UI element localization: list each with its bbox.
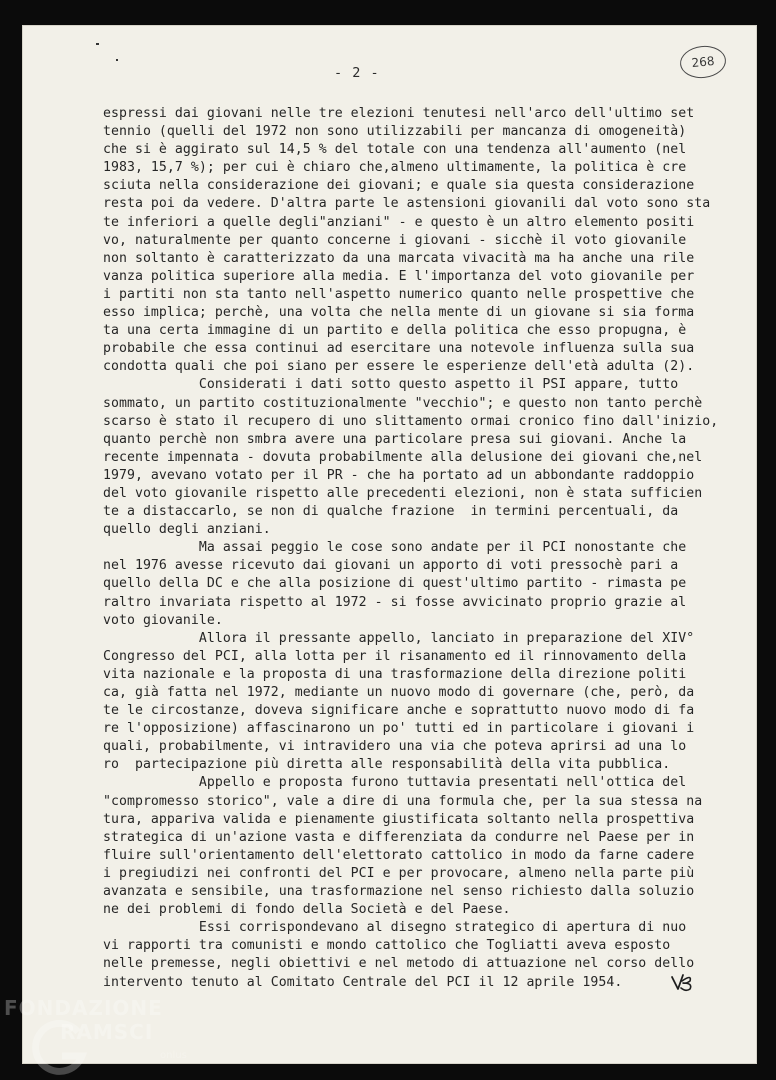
text-line: espressi dai giovani nelle tre elezioni tenutesi nell'arco dell'ultimo set	[103, 106, 695, 121]
text-line: Congresso del PCI, alla lotta per il risanamento ed il rinnovamento della	[103, 648, 687, 664]
fondazione-gramsci-watermark	[4, 996, 204, 1080]
paper-speck	[116, 59, 118, 61]
text-line: scarso è stato il recupero di uno slittamento ormai cronico fino dall'inizio,	[103, 413, 719, 429]
watermark-onlus: onlus	[160, 1050, 187, 1061]
paper-speck	[96, 43, 99, 45]
text-line: sciuta nella considerazione dei giovani; e quale sia questa considerazione	[103, 178, 695, 194]
text-line: esso implica; perchè, una volta che nella mente di un giovane si sia forma	[103, 305, 695, 321]
text-line: Ma assai peggio le cose sono andate per il PCI nonostante che	[103, 540, 687, 556]
text-line: ro partecipazione più diretta alle responsabilità della vita pubblica.	[103, 757, 671, 773]
text-line: ne dei problemi di fondo della Società e del Paese.	[103, 902, 511, 918]
text-line: non soltanto è caratterizzato da una marcata vivacità ma ha anche una rile	[103, 250, 695, 266]
text-line: condotta quali che poi siano per essere le esperienze dell'età adulta (2).	[103, 359, 695, 375]
text-line: del voto giovanile rispetto alle precedenti elezioni, non è stata sufficien	[103, 485, 703, 501]
text-line: te le circostanze, doveva significare anche e soprattutto nuovo modo di fa	[103, 703, 695, 719]
watermark-line1: FONDAZIONE	[4, 996, 163, 1020]
typewritten-text	[103, 105, 719, 992]
text-line: te a distaccarlo, se non di qualche frazione in termini percentuali, da	[103, 504, 679, 520]
text-line: quali, probabilmente, vi intravidero una via che poteva aprirsi ad una lo	[103, 739, 687, 755]
text-line: te inferiori a quelle degli"anziani" - e questo è un altro elemento positi	[103, 214, 695, 230]
text-line: vi rapporti tra comunisti e mondo cattolico che Togliatti aveva esposto	[103, 938, 671, 954]
text-line: recente impennata - dovuta probabilmente alla delusione dei giovani che,nel	[103, 449, 703, 465]
archive-stamp: 268	[678, 44, 727, 81]
text-line: vita nazionale e la proposta di una trasformazione della direzione politi	[103, 666, 687, 682]
text-line: raltro invariata rispetto al 1972 - si fosse avvicinato proprio grazie al	[103, 594, 687, 610]
text-line: resta poi da vedere. D'altra parte le astensioni giovanili dal voto sono sta	[103, 196, 711, 212]
text-line: ca, già fatta nel 1972, mediante un nuovo modo di governare (che, però, da	[103, 685, 695, 700]
text-line: i partiti non sta tanto nell'aspetto numerico quanto nelle prospettive che	[103, 286, 695, 302]
text-line: sommato, un partito costituzionalmente "vecchio"; e questo non tanto perchè	[103, 395, 703, 411]
text-line: vanza politica superiore alla media. E l'importanza del voto giovanile per	[103, 268, 695, 284]
text-line: Considerati i dati sotto questo aspetto il PSI appare, tutto	[103, 377, 679, 393]
text-line: probabile che essa continui ad esercitare una notevole influenza sulla sua	[103, 341, 695, 357]
text-line: i pregiudizi nei confronti del PCI e per provocare, almeno nella parte più	[103, 865, 695, 881]
document-page	[22, 25, 757, 1064]
text-line: nel 1976 avesse ricevuto dai giovani un apporto di voti pressochè pari a	[103, 558, 679, 574]
text-line: quanto perchè non smbra avere una particolare presa sui giovani. Anche la	[103, 431, 687, 447]
text-line: ta una certa immagine di un partito e della politica che esso propugna, è	[103, 323, 687, 339]
text-line: Allora il pressante appello, lanciato in preparazione del XIV°	[103, 630, 695, 646]
text-line: quello degli anziani.	[103, 522, 271, 538]
watermark-line2: RAMSCI	[60, 1020, 154, 1044]
text-line: 1979, avevano votato per il PR - che ha portato ad un abbondante raddoppio	[103, 467, 695, 483]
handwritten-initials	[670, 971, 696, 993]
text-line: voto giovanile.	[103, 612, 223, 628]
text-line: Essi corrispondevano al disegno strategico di apertura di nuo	[103, 920, 687, 936]
text-line: fluire sull'orientamento dell'elettorato cattolico in modo da farne cadere	[103, 847, 695, 863]
text-line: 1983, 15,7 %); per cui è chiaro che,almeno ultimamente, la politica è cre	[103, 160, 687, 176]
text-line: re l'opposizione) affascinarono un po' tutti ed in particolare i giovani i	[103, 721, 695, 737]
page-number: - 2 -	[334, 65, 380, 81]
text-line: nelle premesse, negli obiettivi e nel metodo di attuazione nel corso dello	[103, 956, 695, 972]
text-line: quello della DC e che alla posizione di quest'ultimo partito - rimasta pe	[103, 576, 687, 592]
text-line: che si è aggirato sul 14,5 % del totale con una tendenza all'aumento (nel	[103, 142, 687, 158]
text-line: avanzata e sensibile, una trasformazione nel senso richiesto dalla soluzio	[103, 884, 695, 900]
text-line: vo, naturalmente per quanto concerne i giovani - sicchè il voto giovanile	[103, 232, 687, 248]
text-line: strategica di un'azione vasta e differenziata da condurre nel Paese per in	[103, 829, 695, 845]
text-line: tennio (quelli del 1972 non sono utilizzabili per mancanza di omogeneità)	[103, 124, 687, 140]
text-line: "compromesso storico", vale a dire di una formula che, per la sua stessa na	[103, 793, 703, 809]
text-line: intervento tenuto al Comitato Centrale del PCI il 12 aprile 1954.	[103, 974, 623, 990]
text-line: tura, appariva valida e pienamente giustificata soltanto nella prospettiva	[103, 811, 695, 827]
text-line: Appello e proposta furono tuttavia presentati nell'ottica del	[103, 775, 687, 791]
